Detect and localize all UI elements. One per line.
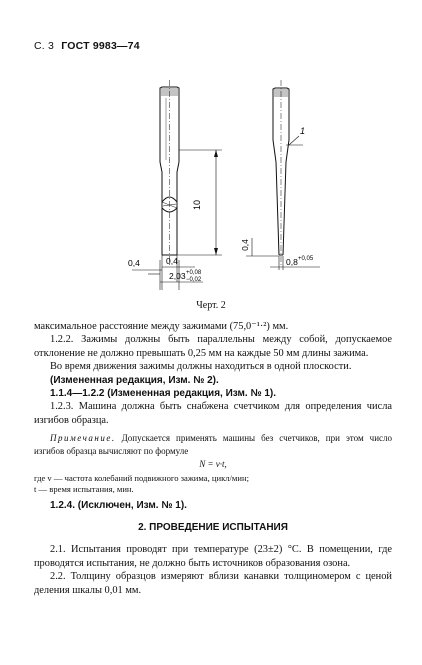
document-body xyxy=(34,320,392,597)
dim-04-left: 0,4 xyxy=(128,258,140,268)
dim-04-bottom: 0,4 xyxy=(166,256,178,266)
dim-203: 2,03 xyxy=(169,271,186,281)
note-text: Допускается применять машины без счетчиков, при этом число изгибов образца вычисляют по формуле xyxy=(34,433,392,456)
amendment-note: (Измененная редакция, Изм. № 2). xyxy=(50,374,219,386)
note-label: Примечание. xyxy=(50,433,116,444)
figure-caption: Черт. 2 xyxy=(196,300,226,311)
specimen-side-view xyxy=(246,80,320,270)
paragraph: максимальное расстояние между зажимами (75,0⁻¹·²) мм. xyxy=(34,321,289,332)
dim-08: 0,8 xyxy=(286,257,298,267)
page-header xyxy=(34,40,140,52)
page-number: С. 3 xyxy=(34,40,55,52)
dim-04-right: 0,4 xyxy=(240,239,250,251)
paragraph: 2.2. Толщину образцов измеряют вблизи канавки толщиномером с ценой деления шкалы 0,01 мм. xyxy=(34,571,392,596)
dim-10: 10 xyxy=(192,199,202,211)
definition-v: где v — частота колебаний подвижного зажима, цикл/мин; xyxy=(34,472,249,483)
paragraph: 1.2.2. Зажимы должны быть параллельны между собой, допускаемое отклонение не должно превышать 0,25 мм на каждые 50 мм длины зажима. xyxy=(34,334,392,359)
paragraph: Во время движения зажимы должны находиться в одной плоскости. xyxy=(50,361,352,373)
note-block xyxy=(34,432,392,457)
paragraph: 1.2.3. Машина должна быть снабжена счетчиком для определения числа изгибов образца. xyxy=(34,401,392,426)
mark-1: 1 xyxy=(300,126,306,136)
definition-t: t — время испытания, мин. xyxy=(34,483,134,494)
dim-08-tol: +0,05 xyxy=(298,256,314,262)
section-heading: 2. ПРОВЕДЕНИЕ ИСПЫТАНИЯ xyxy=(138,522,288,534)
amendment-note: 1.2.4. (Исключен, Изм. № 1). xyxy=(50,499,187,511)
dim-203-tol-dn: −0,02 xyxy=(186,277,202,283)
formula: N = v·t, xyxy=(199,459,227,470)
technical-drawing xyxy=(0,60,422,300)
paragraph: 2.1. Испытания проводят при температуре (23±2) °С. В помещении, где проводятся испытания, не должно быть источников образования озона. xyxy=(34,544,392,569)
formula-definitions xyxy=(34,473,392,495)
amendment-note: 1.1.4—1.2.2 (Измененная редакция, Изм. № 1). xyxy=(50,388,277,400)
dim-203-tol-up: +0,08 xyxy=(186,270,202,276)
standard-code: ГОСТ 9983—74 xyxy=(61,40,140,52)
